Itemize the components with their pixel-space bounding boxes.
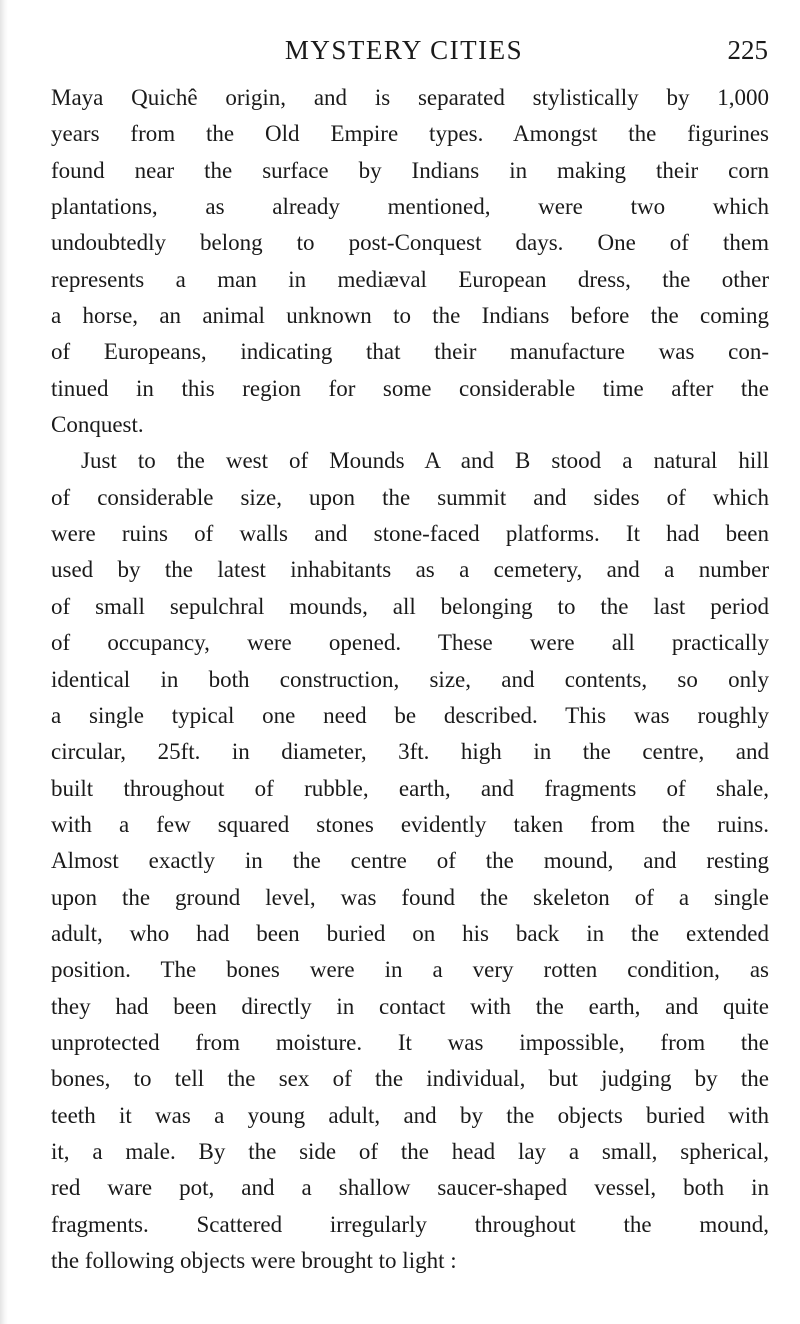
text-line: used by the latest inhabitants as a cemetery, and a number xyxy=(51,557,769,583)
text-line: unprotected from moisture. It was impossible, from the xyxy=(51,1029,769,1055)
text-line: a horse, an animal unknown to the Indians before the coming xyxy=(51,303,769,329)
text-line: tinued in this region for some considerable time after the xyxy=(51,375,769,401)
text-line: plantations, as already mentioned, were two which xyxy=(51,194,769,220)
text-line: position. The bones were in a very rotten condition, as xyxy=(51,957,769,983)
text-line: Just to the west of Mounds A and B stood a natural hill xyxy=(81,448,769,474)
text-line: represents a man in mediæval European dress, the other xyxy=(51,266,769,292)
text-line: with a few squared stones evidently taken from the ruins. xyxy=(51,811,769,837)
text-line: red ware pot, and a shallow saucer-shaped vessel, both in xyxy=(51,1175,769,1201)
text-line: identical in both construction, size, and contents, so only xyxy=(51,666,769,692)
text-line: the following objects were brought to light : xyxy=(51,1248,457,1273)
text-line: were ruins of walls and stone-faced platforms. It had been xyxy=(51,521,769,547)
page-number: 225 xyxy=(727,35,768,65)
text-line: adult, who had been buried on his back in the extended xyxy=(51,920,769,946)
text-line: undoubtedly belong to post-Conquest days. One of them xyxy=(51,230,769,256)
binding-shadow xyxy=(0,0,8,1324)
text-line: of considerable size, upon the summit and sides of which xyxy=(51,484,769,510)
text-line: teeth it was a young adult, and by the objects buried with xyxy=(51,1102,769,1128)
text-line: Maya Quichê origin, and is separated stylistically by 1,000 xyxy=(51,85,769,110)
text-line: they had been directly in contact with the earth, and quite xyxy=(51,993,769,1019)
text-line: bones, to tell the sex of the individual, but judging by the xyxy=(51,1066,769,1092)
text-line: Conquest. xyxy=(51,412,144,438)
text-line: upon the ground level, was found the skeleton of a single xyxy=(51,884,769,910)
running-head xyxy=(40,30,768,70)
text-line: a single typical one need be described. This was roughly xyxy=(51,702,769,728)
text-line: fragments. Scattered irregularly throughout the mound, xyxy=(51,1211,769,1237)
running-title: MYSTERY CITIES xyxy=(284,35,524,65)
text-line: of small sepulchral mounds, all belonging to the last period xyxy=(51,593,769,619)
text-line: built throughout of rubble, earth, and fragments of shale, xyxy=(51,775,769,801)
body-text xyxy=(51,80,769,1279)
text-line: Almost exactly in the centre of the mound, and resting xyxy=(51,848,769,874)
text-line: circular, 25ft. in diameter, 3ft. high in the centre, and xyxy=(51,739,769,765)
text-line: of Europeans, indicating that their manufacture was con- xyxy=(51,339,769,365)
text-line: of occupancy, were opened. These were all practically xyxy=(51,630,769,656)
text-line: found near the surface by Indians in making their corn xyxy=(51,157,769,183)
text-line: years from the Old Empire types. Amongst the figurines xyxy=(51,121,769,147)
text-line: it, a male. By the side of the head lay a small, spherical, xyxy=(51,1138,769,1164)
